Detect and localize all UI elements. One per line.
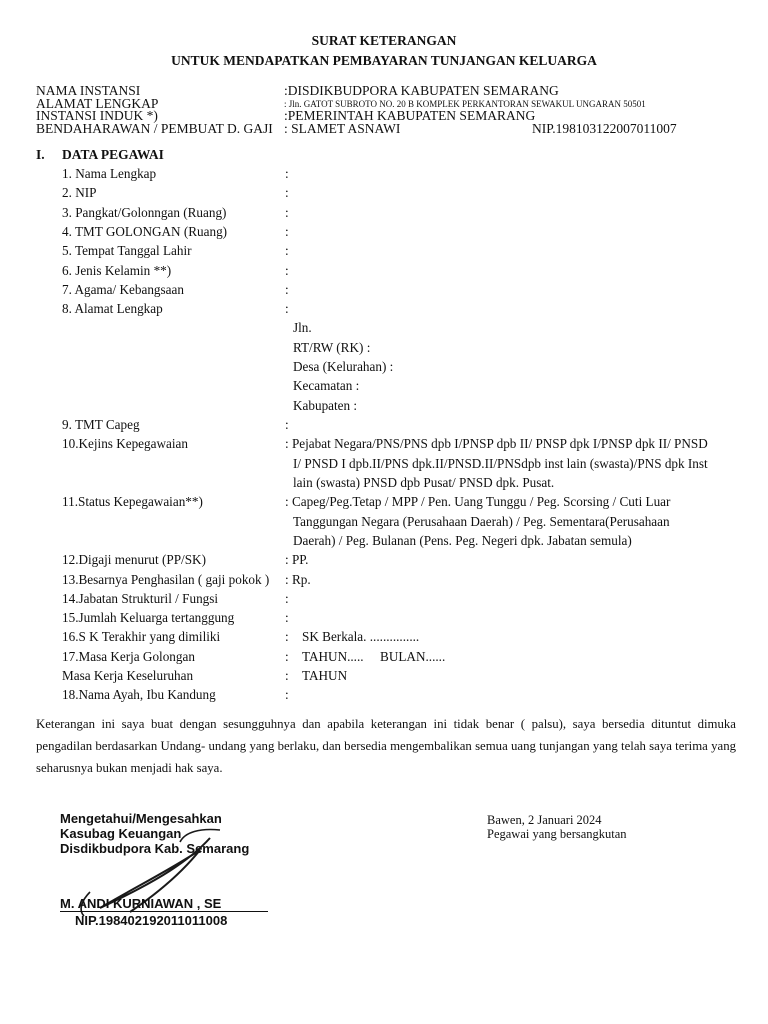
address-desa: Desa (Kelurahan) : [293,359,394,374]
section-title: DATA PEGAWAI [62,147,164,162]
sig-right-role: Pegawai yang bersangkutan [487,827,627,841]
sig-left-nip: NIP.198402192011011008 [75,913,228,928]
bendahara-nip: NIP.198103122007011007 [532,121,677,136]
field-sk-colon: : [285,629,289,644]
address-kabupaten: Kabupaten : [293,398,358,413]
field-kejins-value-1: : Pejabat Negara/PNS/PNS dpb I/PNSP dpb II/ PNSP dpk I/PNSP dpk II/ PNSD [285,436,708,451]
field-penghasilan-label: 13.Besarnya Penghasilan ( gaji pokok ) [62,572,270,587]
field-ttl-colon: : [285,243,289,258]
field-sk-value: SK Berkala. ............... [302,629,420,644]
sig-left-line1: Mengetahui/Mengesahkan [60,811,222,826]
sig-left-line2: Kasubag Keuangan [60,826,182,841]
field-status-value-1: : Capeg/Peg.Tetap / MPP / Pen. Uang Tunggu / Peg. Scorsing / Cuti Luar [285,494,671,509]
instansi-value: :DISDIKBUDPORA KABUPATEN SEMARANG [284,83,559,98]
address-jln: Jln. [293,320,312,335]
field-nip-colon: : [285,185,289,200]
field-jabatan-label: 14.Jabatan Strukturil / Fungsi [62,591,219,606]
field-digaji-value: : PP. [285,552,309,567]
field-nama-ayah-ibu-colon: : [285,687,289,702]
field-status-value-3: Daerah) / Peg. Bulanan (Pens. Peg. Negeri dpk. Jabatan semula) [293,533,632,548]
field-masa-kerja-golongan-label: 17.Masa Kerja Golongan [62,649,195,664]
field-nama-colon: : [285,166,289,181]
field-masa-kerja-golongan-value: TAHUN..... BULAN...... [302,649,446,664]
address-rtrw: RT/RW (RK) : [293,340,371,355]
field-status-value-2: Tanggungan Negara (Perusahaan Daerah) / Peg. Sementara(Perusahaan [293,514,670,529]
sig-right-place-date: Bawen, 2 Januari 2024 [487,813,602,827]
field-ttl-label: 5. Tempat Tanggal Lahir [62,243,192,258]
section-number: I. [36,147,45,162]
bendahara-label: BENDAHARAWAN / PEMBUAT D. GAJI [36,121,273,136]
bendahara-value: : SLAMET ASNAWI [284,121,401,136]
instansi-induk-value: :PEMERINTAH KABUPATEN SEMARANG [284,108,536,123]
field-masa-kerja-golongan-colon: : [285,649,289,664]
field-nip-label: 2. NIP [62,185,97,200]
address-kecamatan: Kecamatan : [293,378,360,393]
field-kejins-value-2: I/ PNSD I dpb.II/PNS dpk.II/PNSD.II/PNSdpb inst lain (swasta)/PNS dpk Inst [293,456,708,471]
field-agama-label: 7. Agama/ Kebangsaan [62,282,184,297]
field-kejins-label: 10.Kejins Kepegawaian [62,436,188,451]
field-masa-kerja-keseluruhan-colon: : [285,668,289,683]
statement-paragraph: Keterangan ini saya buat dengan sesungguhnya dan apabila keterangan ini tidak benar ( palsu), saya bersedia dituntut dimuka pengadilan berdasarkan Undang- undang yang berlaku, dan bersedia mengembalikan semua uang tunjangan yang telah saya terima yang seharusnya bukan menjadi hak saya. [36,717,736,775]
document-title: SURAT KETERANGAN [311,33,457,48]
field-jenis-kelamin-label: 6. Jenis Kelamin **) [62,263,172,278]
field-tmt-golongan-colon: : [285,224,289,239]
field-tmt-capeg-label: 9. TMT Capeg [62,417,140,432]
alamat-label: ALAMAT LENGKAP [36,96,159,111]
sig-left-line3: Disdikbudpora Kab. Semarang [60,841,250,856]
field-penghasilan-value: : Rp. [285,572,311,587]
field-kejins-value-3: lain (swasta) PNSD dpb Pusat/ PNSD dpk. Pusat. [293,475,555,490]
document-subtitle: UNTUK MENDAPATKAN PEMBAYARAN TUNJANGAN KELUARGA [171,53,597,68]
field-jabatan-colon: : [285,591,289,606]
field-tmt-golongan-label: 4. TMT GOLONGAN (Ruang) [62,224,228,239]
field-nama-ayah-ibu-label: 18.Nama Ayah, Ibu Kandung [62,687,216,702]
instansi-label: NAMA INSTANSI [36,83,141,98]
field-digaji-label: 12.Digaji menurut (PP/SK) [62,552,206,567]
field-alamat-colon: : [285,301,289,316]
field-status-label: 11.Status Kepegawaian**) [62,494,203,509]
field-alamat-label: 8. Alamat Lengkap [62,301,163,316]
field-pangkat-label: 3. Pangkat/Golonngan (Ruang) [62,205,227,220]
field-tmt-capeg-colon: : [285,417,289,432]
field-jenis-kelamin-colon: : [285,263,289,278]
sig-left-underline [60,911,268,912]
field-pangkat-colon: : [285,205,289,220]
field-sk-label: 16.S K Terakhir yang dimiliki [62,629,221,644]
field-nama-label: 1. Nama Lengkap [62,166,157,181]
alamat-value: : Jln. GATOT SUBROTO NO. 20 B KOMPLEK PERKANTORAN SEWAKUL UNGARAN 50501 [284,99,646,109]
instansi-induk-label: INSTANSI INDUK *) [36,108,158,123]
field-agama-colon: : [285,282,289,297]
sig-left-name: M. ANDI KURNIAWAN , SE [60,896,222,911]
field-keluarga-label: 15.Jumlah Keluarga tertanggung [62,610,235,625]
field-keluarga-colon: : [285,610,289,625]
field-masa-kerja-keseluruhan-value: TAHUN [302,668,348,683]
field-masa-kerja-keseluruhan-label: Masa Kerja Keseluruhan [62,668,194,683]
